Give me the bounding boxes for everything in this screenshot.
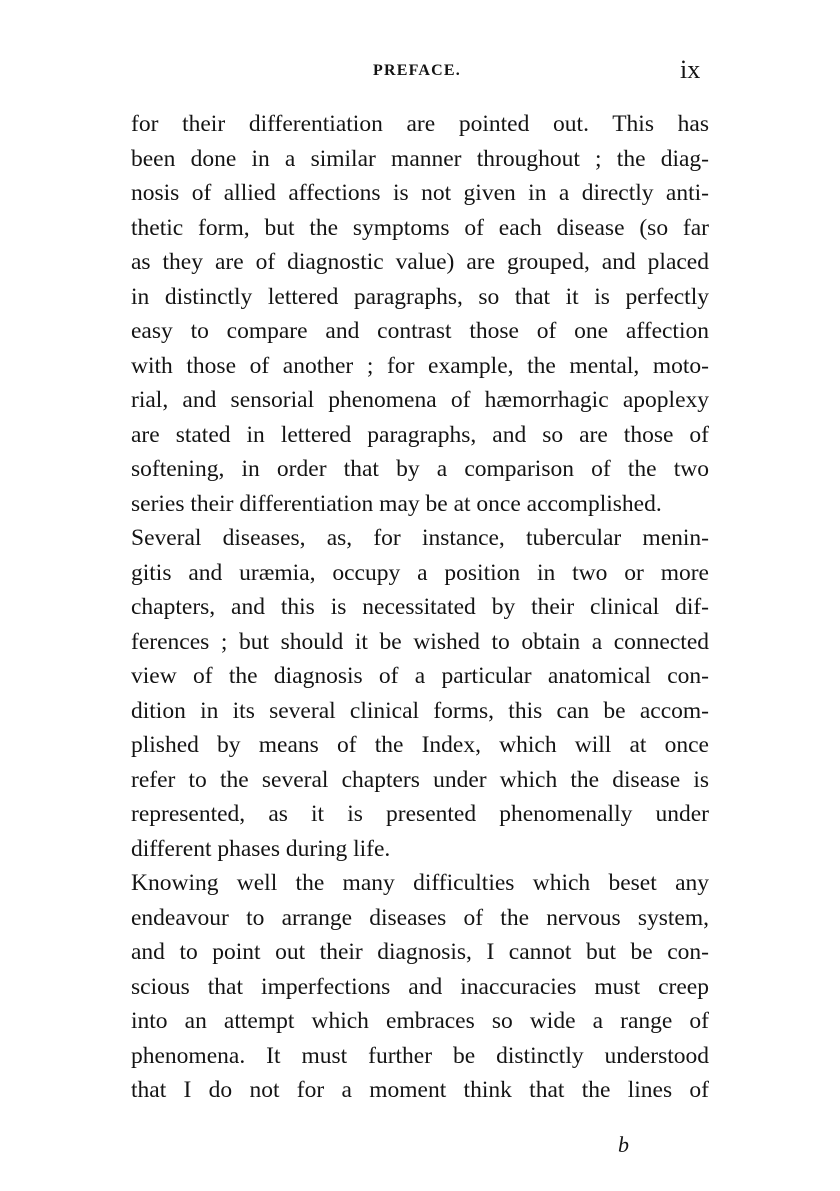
- text-line: and to point out their diagnosis, I cannot but be con-: [131, 939, 709, 965]
- text-line: gitis and uræmia, occupy a position in two or more: [131, 559, 709, 586]
- text-line: as they are of diagnostic value) are grouped, and placed: [131, 249, 709, 275]
- text-line: phenomena. It must further be distinctly understood: [131, 1042, 709, 1069]
- text-line: with those of another ; for example, the mental, moto-: [131, 352, 709, 379]
- text-line: represented, as it is presented phenomenally under: [131, 801, 709, 827]
- text-line: refer to the several chapters under which the disease is: [131, 766, 709, 793]
- text-line: that I do not for a moment think that the lines of: [131, 1077, 709, 1103]
- text-line: ferences ; but should it be wished to obtain a connected: [131, 628, 709, 655]
- text-line: thetic form, but the symptoms of each disease (so far: [131, 214, 709, 241]
- running-head: PREFACE.: [373, 62, 461, 79]
- page-number: ix: [680, 55, 701, 84]
- text-line: Several diseases, as, for instance, tubercular menin-: [131, 525, 709, 551]
- text-line: easy to compare and contrast those of one affection: [131, 318, 709, 344]
- text-line: rial, and sensorial phenomena of hæmorrhagic apoplexy: [131, 387, 709, 413]
- body-text: [131, 107, 709, 1108]
- text-line: endeavour to arrange diseases of the nervous system,: [131, 904, 709, 931]
- text-line: into an attempt which embraces so wide a range of: [131, 1008, 709, 1034]
- text-line: dition in its several clinical forms, this can be accom-: [131, 697, 709, 724]
- text-line: nosis of allied affections is not given in a directly anti-: [131, 180, 709, 206]
- text-line: are stated in lettered paragraphs, and so are those of: [131, 421, 709, 448]
- text-line: plished by means of the Index, which will at once: [131, 732, 709, 758]
- text-line: been done in a similar manner throughout ; the diag-: [131, 145, 709, 172]
- text-line: for their differentiation are pointed out. This has: [131, 111, 709, 137]
- text-line: different phases during life.: [131, 835, 391, 862]
- text-line: in distinctly lettered paragraphs, so that it is perfectly: [131, 283, 709, 310]
- text-line: Knowing well the many difficulties which beset any: [131, 870, 709, 896]
- text-line: series their differentiation may be at once accomplished.: [131, 490, 662, 517]
- text-line: view of the diagnosis of a particular anatomical con-: [131, 663, 709, 689]
- text-line: softening, in order that by a comparison of the two: [131, 456, 709, 482]
- signature-mark: b: [618, 1132, 629, 1157]
- text-line: chapters, and this is necessitated by their clinical dif-: [131, 594, 709, 620]
- text-line: scious that imperfections and inaccuracies must creep: [131, 973, 709, 1000]
